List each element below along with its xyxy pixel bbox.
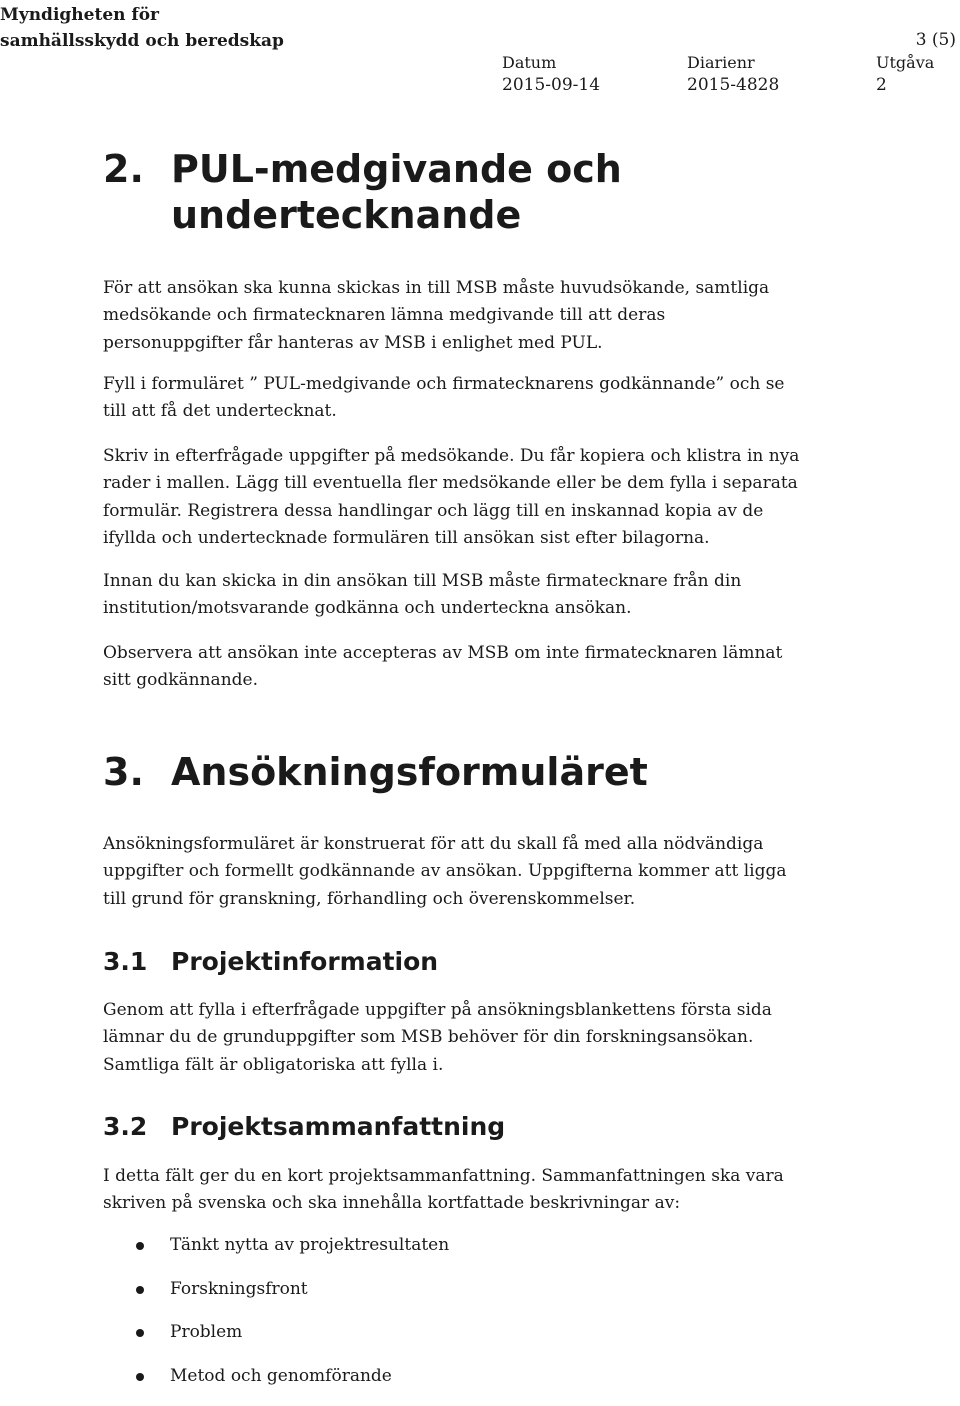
list-item [103, 1276, 449, 1320]
section-2-paragraph-5: Observera att ansökan inte accepteras av MSB om inte firmatecknaren lämnat sitt godkännande. [103, 640, 803, 695]
bullet-icon [136, 1286, 144, 1294]
section-3-1-number: 3.1 [103, 947, 171, 977]
bullet-icon [136, 1373, 144, 1381]
section-3-1-paragraph-1: Genom att fylla i efterfrågade uppgifter på ansökningsblankettens första sida lämnar du de grunduppgifter som MSB behöver för din forskningsansökan. Samtliga fält är obligatoriska att fylla i. [103, 997, 803, 1079]
section-2-paragraph-2: Fyll i formuläret ” PUL-medgivande och firmatecknarens godkännande” och se till att få det undertecknat. [103, 371, 803, 426]
bullet-icon [136, 1329, 144, 1337]
section-3-1-heading [103, 947, 438, 977]
section-2-paragraph-4: Innan du kan skicka in din ansökan till MSB måste firmatecknare från din institution/motsvarande godkänna och underteckna ansökan. [103, 568, 803, 623]
list-item-text: Problem [170, 1322, 242, 1342]
section-3-title: Ansökningsformuläret [171, 749, 771, 795]
section-3-2-paragraph-1: I detta fält ger du en kort projektsammanfattning. Sammanfattningen ska vara skriven på svenska och ska innehålla kortfattade beskrivningar av: [103, 1163, 803, 1218]
datum-value: 2015-09-14 [502, 75, 600, 95]
datum-label: Datum [502, 53, 556, 72]
diarienr-value: 2015-4828 [687, 75, 779, 95]
bullet-icon [136, 1242, 144, 1250]
section-2-title: PUL-medgivande och undertecknande [171, 146, 771, 238]
list-item-text: Tänkt nytta av projektresultaten [170, 1235, 449, 1255]
page-number: 3 (5) [916, 30, 956, 50]
list-item [103, 1363, 449, 1406]
section-3-2-heading [103, 1112, 505, 1142]
diarienr-label: Diarienr [687, 53, 755, 72]
utgava-label: Utgåva [876, 53, 934, 72]
bullet-list [103, 1232, 449, 1406]
section-3-2-title: Projektsammanfattning [171, 1112, 505, 1141]
section-2-heading [103, 146, 771, 238]
section-3-1-title: Projektinformation [171, 947, 438, 976]
section-3-2-number: 3.2 [103, 1112, 171, 1142]
section-2-number: 2. [103, 146, 171, 192]
organization-name [0, 2, 284, 54]
list-item [103, 1319, 449, 1363]
list-item-text: Metod och genomförande [170, 1366, 392, 1386]
section-3-paragraph-1: Ansökningsformuläret är konstruerat för att du skall få med alla nödvändiga uppgifter och formellt godkännande av ansökan. Uppgifterna kommer att ligga till grund för granskning, förhandling och överenskommelser. [103, 831, 803, 913]
section-2-paragraph-3: Skriv in efterfrågade uppgifter på medsökande. Du får kopiera och klistra in nya rader i mallen. Lägg till eventuella fler medsökande eller be dem fylla i separata formulär. Registrera dessa handlingar och lägg till en inskannad kopia av de ifyllda och undertecknade formulären till ansökan sist efter bilagorna. [103, 443, 803, 552]
list-item-text: Forskningsfront [170, 1279, 308, 1299]
org-line-1: Myndigheten för [0, 2, 284, 28]
org-line-2: samhällsskydd och beredskap [0, 28, 284, 54]
section-2-paragraph-1: För att ansökan ska kunna skickas in till MSB måste huvudsökande, samtliga medsökande och firmatecknaren lämna medgivande till att deras personuppgifter får hanteras av MSB i enlighet med PUL. [103, 275, 803, 357]
section-3-number: 3. [103, 749, 171, 795]
section-3-heading [103, 749, 771, 795]
utgava-value: 2 [876, 75, 887, 95]
list-item [103, 1232, 449, 1276]
